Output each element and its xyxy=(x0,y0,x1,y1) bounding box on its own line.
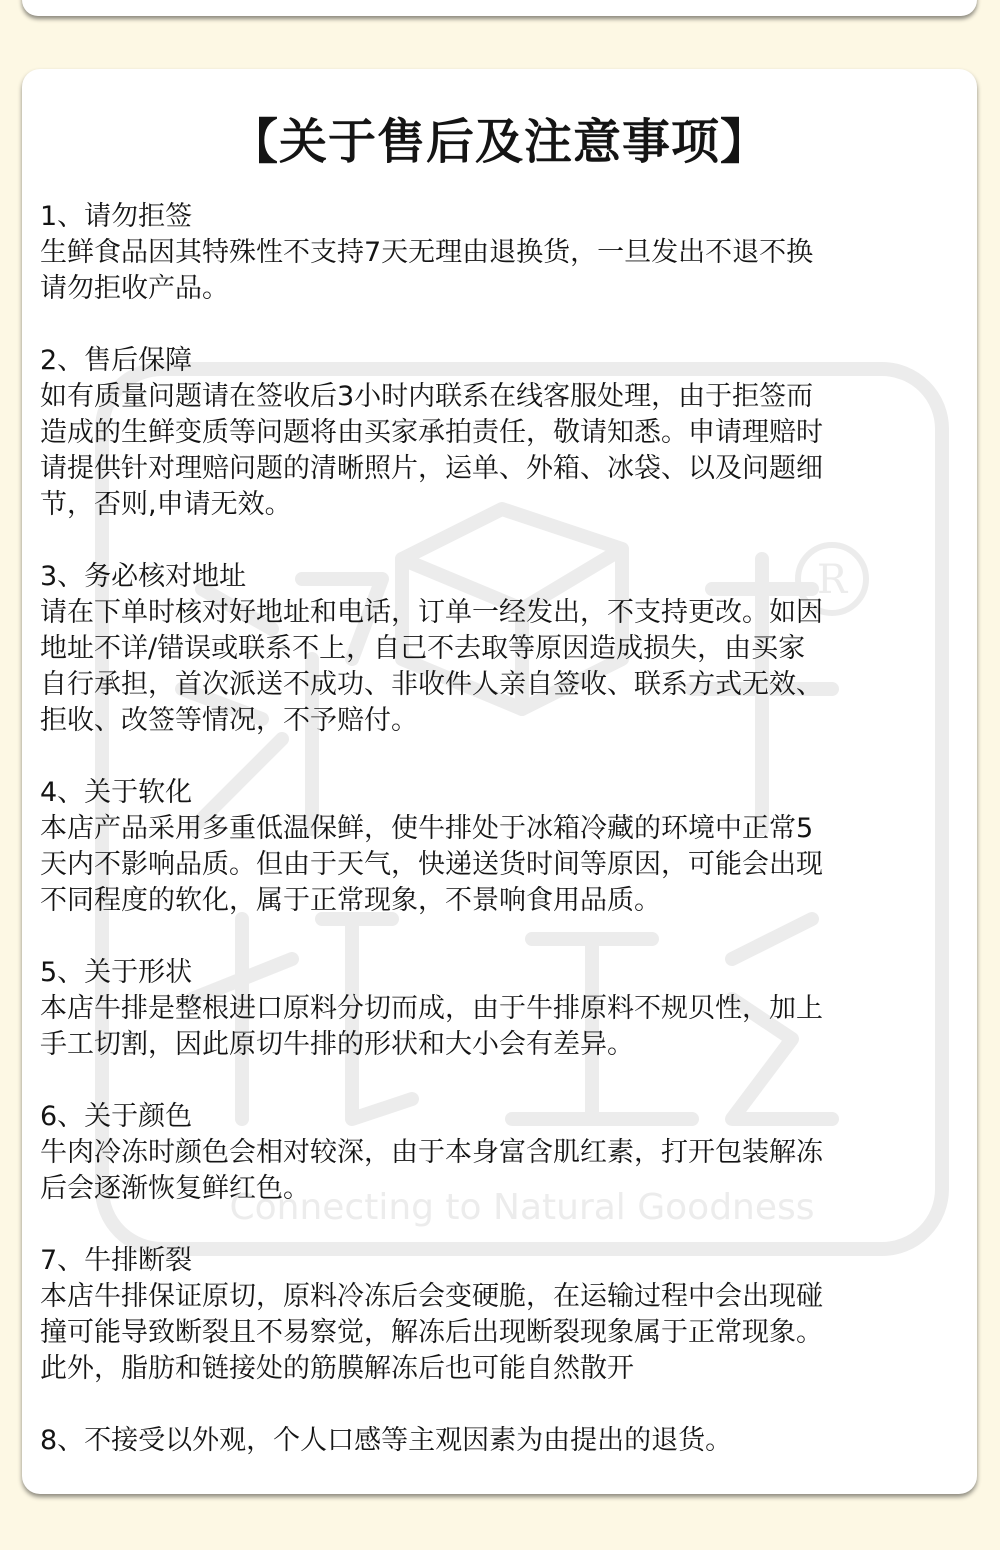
section-body xyxy=(40,1279,970,1387)
watermark-slogan: Connecting to Natural Goodness xyxy=(229,1187,815,1228)
section-body-line: 造成的生鲜变质等问题将由买家承拍责任，敬请知悉。申请理赔时 xyxy=(40,417,823,448)
section-heading: 8、不接受以外观，个人口感等主观因素为由提出的退货。 xyxy=(40,1425,733,1456)
registered-mark-text: R xyxy=(816,557,848,603)
section-body-line: 本店牛排保证原切，原料冷冻后会变硬脆，在运输过程中会出现碰 xyxy=(40,1281,823,1312)
section-body-line: 如有质量问题请在签收后3小时内联系在线客服处理，由于拒签而 xyxy=(40,381,814,412)
notice-section xyxy=(40,343,970,523)
section-body xyxy=(40,1135,970,1207)
section-body-line: 牛肉冷冻时颜色会相对较深，由于本身富含肌红素，打开包装解冻 xyxy=(40,1137,823,1168)
section-body xyxy=(40,379,970,523)
notice-section xyxy=(40,559,970,739)
section-body-line: 请勿拒收产品。 xyxy=(40,273,229,304)
section-heading: 1、请勿拒签 xyxy=(40,201,193,232)
section-body xyxy=(40,595,970,739)
section-heading: 7、牛排断裂 xyxy=(40,1245,193,1276)
notice-section xyxy=(40,955,970,1063)
section-body xyxy=(40,235,970,307)
section-body-line: 天内不影响品质。但由于天气，快递送货时间等原因，可能会出现 xyxy=(40,849,823,880)
notice-section xyxy=(40,199,970,307)
section-body-line: 拒收、改签等情况，不予赔付。 xyxy=(40,705,418,736)
page-title: 【关于售后及注意事项】 xyxy=(229,114,769,170)
section-body-line: 后会逐渐恢复鲜红色。 xyxy=(40,1173,310,1204)
section-body-line: 此外，脂肪和链接处的筋膜解冻后也可能自然散开 xyxy=(40,1353,634,1384)
section-body-line: 自行承担，首次派送不成功、非收件人亲自签收、联系方式无效、 xyxy=(40,669,823,700)
section-heading: 6、关于颜色 xyxy=(40,1101,193,1132)
notice-section xyxy=(40,1099,970,1207)
section-body-line: 不同程度的软化，属于正常现象，不景响食用品质。 xyxy=(40,885,661,916)
section-heading: 2、售后保障 xyxy=(40,345,193,376)
notice-card xyxy=(22,69,977,1494)
notice-section xyxy=(40,775,970,919)
previous-card-edge xyxy=(22,0,977,16)
section-body-line: 请在下单时核对好地址和电话，订单一经发出，不支持更改。如因 xyxy=(40,597,823,628)
section-heading: 4、关于软化 xyxy=(40,777,193,808)
notice-section xyxy=(40,1423,970,1459)
section-heading: 5、关于形状 xyxy=(40,957,193,988)
section-body xyxy=(40,811,970,919)
notice-list xyxy=(40,199,970,1494)
section-body-line: 本店产品采用多重低温保鲜，使牛排处于冰箱冷藏的环境中正常5 xyxy=(40,813,814,844)
section-body-line: 撞可能导致断裂且不易察觉，解冻后出现断裂现象属于正常现象。 xyxy=(40,1317,823,1348)
section-body xyxy=(40,991,970,1063)
section-body-line: 请提供针对理赔问题的清晰照片，运单、外箱、冰袋、以及问题细 xyxy=(40,453,823,484)
notice-section xyxy=(40,1243,970,1387)
section-heading: 3、务必核对地址 xyxy=(40,561,247,592)
section-body-line: 地址不详/错误或联系不上，自己不去取等原因造成损失，由买家 xyxy=(40,633,806,664)
section-body-line: 节，否则,申请无效。 xyxy=(40,489,292,520)
section-body-line: 手工切割，因此原切牛排的形状和大小会有差异。 xyxy=(40,1029,634,1060)
section-body-line: 本店牛排是整根进口原料分切而成，由于牛排原料不规贝性，加上 xyxy=(40,993,823,1024)
section-body-line: 生鲜食品因其特殊性不支持7天无理由退换货，一旦发出不退不换 xyxy=(40,237,814,268)
